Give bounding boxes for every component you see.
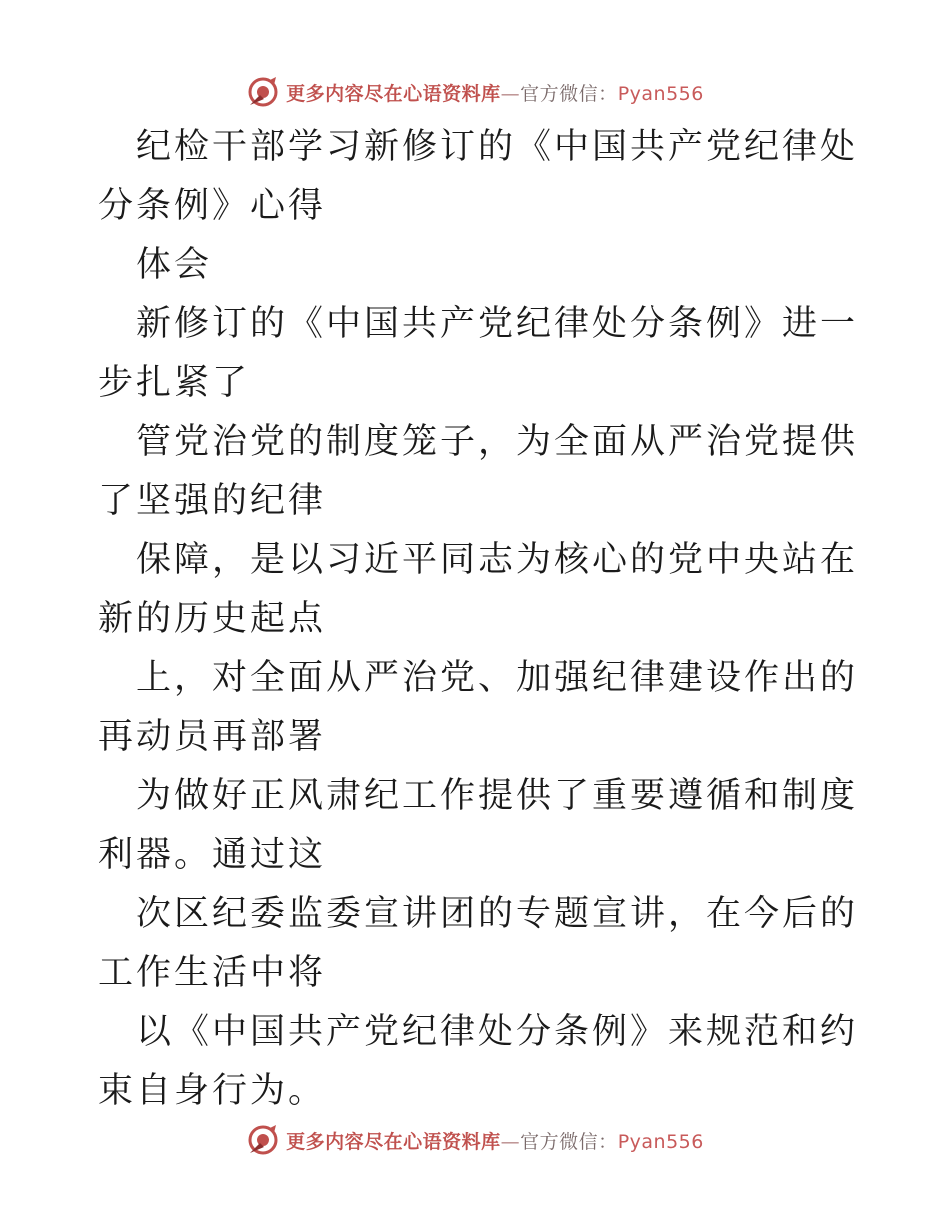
paragraph: 为做好正风肃纪工作提供了重要遵循和制度利器。通过这 xyxy=(98,776,859,875)
document-body xyxy=(98,118,858,1121)
watermark-text xyxy=(286,79,704,106)
paragraph: 新修订的《中国共产党纪律处分条例》进一步扎紧了 xyxy=(98,304,859,403)
footer-watermark xyxy=(246,1123,704,1157)
paragraph: 管党治党的制度笼子，为全面从严治党提供了坚强的纪律 xyxy=(98,422,859,521)
watermark-wechat-id: Pyan556 xyxy=(617,1130,704,1153)
watermark-dash: — xyxy=(500,82,521,105)
document-title: 纪检干部学习新修订的《中国共产党纪律处分条例》心得 xyxy=(98,127,859,226)
watermark-brand: 更多内容尽在心语资料库 xyxy=(286,1130,501,1153)
header-watermark xyxy=(246,75,704,109)
watermark-wechat-id: Pyan556 xyxy=(617,82,704,105)
watermark-label: 官方微信： xyxy=(520,1130,618,1153)
paragraph: 次区纪委监委宣讲团的专题宣讲，在今后的工作生活中将 xyxy=(98,894,859,993)
header-watermark-banner xyxy=(0,72,950,112)
paragraph: 以《中国共产党纪律处分条例》来规范和约束自身行为。 xyxy=(98,1012,859,1111)
pen-logo-icon xyxy=(246,1123,280,1157)
paragraph: 保障，是以习近平同志为核心的党中央站在新的历史起点 xyxy=(98,540,859,639)
watermark-text xyxy=(286,1127,704,1154)
paragraph: 上，对全面从严治党、加强纪律建设作出的再动员再部署 xyxy=(98,658,859,757)
pen-logo-icon xyxy=(246,75,280,109)
watermark-label: 官方微信： xyxy=(520,82,618,105)
watermark-dash: — xyxy=(500,1130,521,1153)
footer-watermark-banner xyxy=(0,1120,950,1160)
paragraph: 体会 xyxy=(136,245,213,285)
watermark-brand: 更多内容尽在心语资料库 xyxy=(286,82,501,105)
